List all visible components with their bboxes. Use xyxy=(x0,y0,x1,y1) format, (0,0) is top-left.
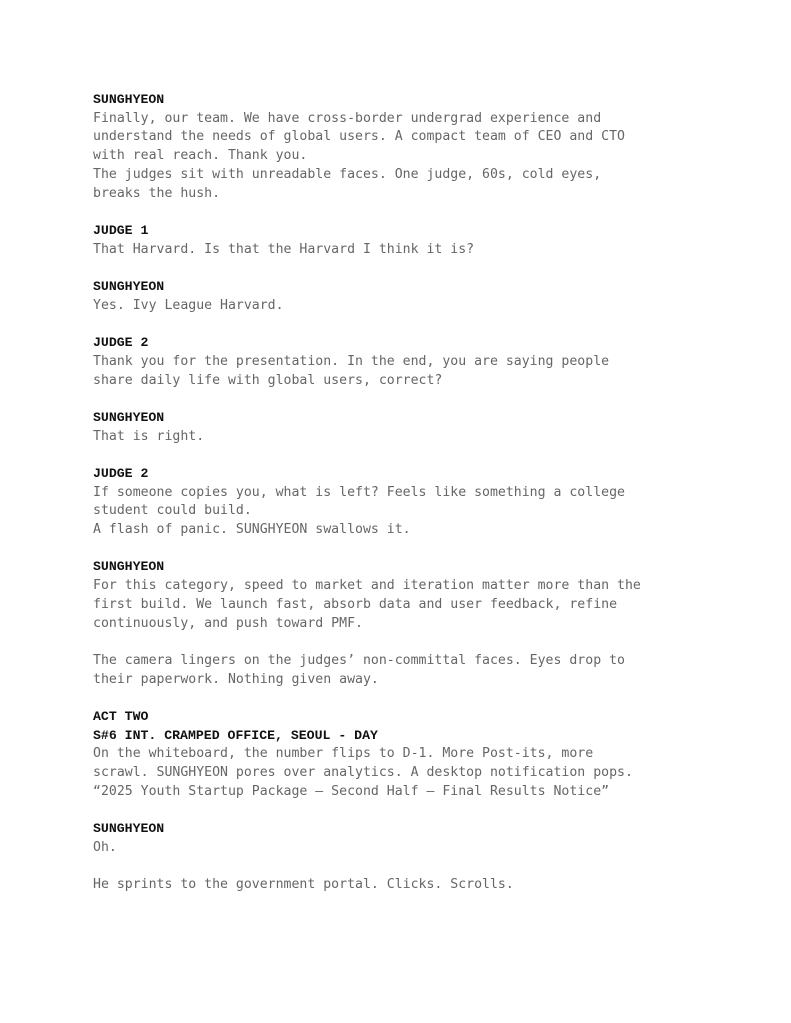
action-line: The camera lingers on the judges’ non-committal faces. Eyes drop to xyxy=(93,652,625,668)
dialogue-line: continuously, and push toward PMF. xyxy=(93,615,363,631)
dialogue-line: understand the needs of global users. A compact team of CEO and CTO xyxy=(93,129,625,145)
spacer xyxy=(93,633,753,652)
action-line: A flash of panic. SUNGHYEON swallows it. xyxy=(93,522,411,538)
dialogue-line: That Harvard. Is that the Harvard I think it is? xyxy=(93,241,475,257)
action-line: On the whiteboard, the number flips to D-1. More Post-its, more xyxy=(93,746,594,762)
dialogue-line: Yes. Ivy League Harvard. xyxy=(93,297,284,313)
action-line: He sprints to the government portal. Clicks. Scrolls. xyxy=(93,877,514,893)
dialogue-line: If someone copies you, what is left? Feels like something a college xyxy=(93,484,625,500)
dialogue-line: For this category, speed to market and iteration matter more than the xyxy=(93,578,641,594)
action-line: scrawl. SUNGHYEON pores over analytics. A desktop notification pops. xyxy=(93,765,633,781)
character-name: SUNGHYEON xyxy=(93,409,165,425)
scene-heading: S#6 INT. CRAMPED OFFICE, SEOUL - DAY xyxy=(93,727,378,743)
character-name: SUNGHYEON xyxy=(93,279,165,294)
action-line: their paperwork. Nothing given away. xyxy=(93,671,379,687)
spacer xyxy=(93,203,753,222)
spacer xyxy=(93,858,753,877)
action-line: breaks the hush. xyxy=(93,185,221,201)
dialogue-line: Thank you for the presentation. In the end, you are saying people xyxy=(93,353,610,369)
screenplay-page xyxy=(93,91,753,895)
character-name: SUNGHYEON xyxy=(93,559,165,575)
character-name: JUDGE 2 xyxy=(93,335,149,351)
dialogue-line: first build. We launch fast, absorb data and user feedback, refine xyxy=(93,596,618,612)
action-line: “2025 Youth Startup Package — Second Half — Final Results Notice” xyxy=(93,783,610,799)
spacer xyxy=(93,446,753,465)
character-name: SUNGHYEON xyxy=(93,92,165,107)
spacer xyxy=(93,259,753,278)
dialogue-line: That is right. xyxy=(93,428,205,444)
dialogue-line: student could build. xyxy=(93,503,252,519)
act-heading: ACT TWO xyxy=(93,709,149,725)
character-name: JUDGE 1 xyxy=(93,222,149,238)
dialogue-line: Finally, our team. We have cross-border undergrad experience and xyxy=(93,110,602,126)
character-name: JUDGE 2 xyxy=(93,465,149,481)
dialogue-line: share daily life with global users, correct? xyxy=(93,372,443,388)
spacer xyxy=(93,802,753,821)
spacer xyxy=(93,390,753,409)
spacer xyxy=(93,689,753,708)
dialogue-line: with real reach. Thank you. xyxy=(93,148,308,164)
character-name: SUNGHYEON xyxy=(93,821,165,837)
dialogue-line: Oh. xyxy=(93,839,117,855)
action-line: The judges sit with unreadable faces. One judge, 60s, cold eyes, xyxy=(93,166,602,182)
spacer xyxy=(93,315,753,334)
spacer xyxy=(93,540,753,559)
